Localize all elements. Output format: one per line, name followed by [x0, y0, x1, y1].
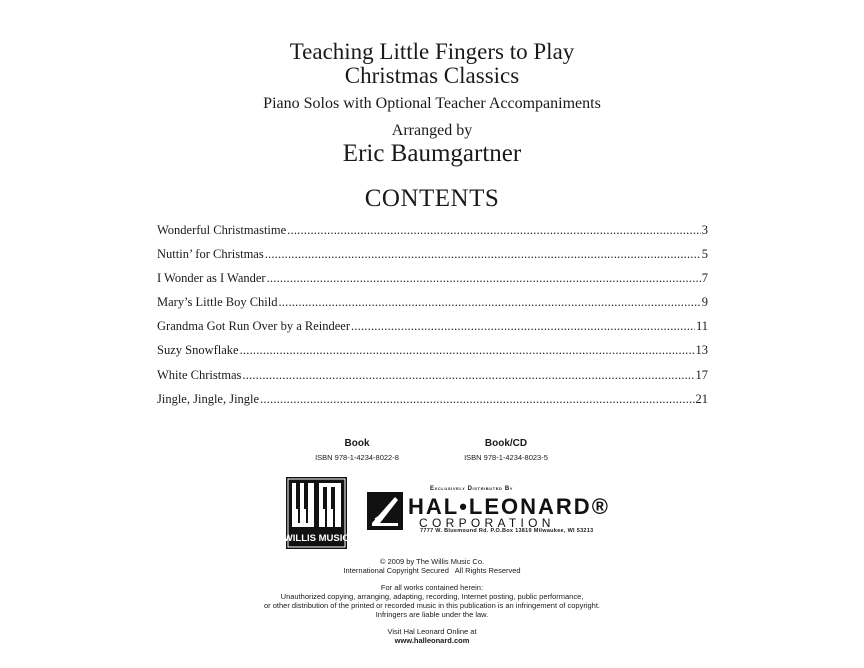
isbn-book-cd-label: Book/CD — [484, 438, 528, 449]
toc-entry-page: 13 — [695, 343, 708, 358]
hal-leonard-address: 7777 W. Bluemound Rd. P.O.Box 13819 Milwaukee, WI 53213 — [420, 528, 594, 534]
toc-entry — [157, 294, 708, 318]
toc-entry-title: I Wonder as I Wander — [157, 271, 266, 286]
dot-leader — [278, 294, 700, 310]
dot-leader — [287, 222, 701, 238]
isbn-book-number: ISBN 978-1-4234-8022-8 — [315, 453, 399, 462]
dot-leader — [265, 246, 701, 262]
book-title-line-1: Teaching Little Fingers to Play — [289, 39, 575, 64]
toc-entry — [157, 222, 708, 246]
toc-entry — [157, 367, 708, 391]
website-url: www.halleonard.com — [394, 636, 470, 645]
legal-notice-line-3: or other distribution of the printed or recorded music in this publication is an infringement of copyright. — [263, 601, 600, 610]
hal-leonard-corporation: CORPORATION — [419, 516, 555, 530]
toc-entry-title: Suzy Snowflake — [157, 343, 239, 358]
toc-entry-title: Mary’s Little Boy Child — [157, 295, 278, 310]
dot-leader — [260, 391, 694, 407]
contents-heading: CONTENTS — [364, 185, 500, 212]
isbn-book-cd — [416, 437, 596, 464]
toc-entry-page: 17 — [695, 367, 708, 382]
toc-entry — [157, 318, 708, 342]
dot-leader — [351, 318, 695, 334]
distributed-by-label: Exclusively Distributed By — [430, 486, 514, 492]
toc-entry-title: Grandma Got Run Over by a Reindeer — [157, 319, 350, 334]
toc-entry — [157, 270, 708, 294]
visit-online-label: Visit Hal Leonard Online at — [387, 627, 477, 636]
toc-entry-page: 21 — [695, 391, 708, 406]
toc-entry-page: 3 — [701, 223, 708, 237]
toc-entry-page: 11 — [695, 319, 708, 334]
hal-leonard-name: HAL•LEONARD® — [408, 494, 610, 519]
willis-music-logo — [286, 477, 347, 549]
legal-notice-line-1: For all works contained herein: — [380, 583, 484, 592]
toc-entry-title: Nuttin’ for Christmas — [157, 247, 264, 262]
toc-entry — [157, 391, 708, 415]
toc-entry-page: 9 — [701, 295, 708, 310]
willis-logo-text: WILLIS MUSIC — [286, 533, 347, 544]
dot-leader — [240, 342, 695, 358]
copyright-secured-line: International Copyright Secured All Rights Reserved — [343, 566, 521, 575]
book-title-line-2: Christmas Classics — [344, 63, 520, 88]
isbn-book-label: Book — [344, 438, 370, 449]
toc-entry-page: 5 — [701, 247, 708, 262]
table-of-contents — [157, 222, 708, 415]
legal-notice-line-4: Infringers are liable under the law. — [375, 610, 489, 619]
book-subtitle: Piano Solos with Optional Teacher Accompaniments — [263, 95, 601, 112]
legal-notice-line-2: Unauthorized copying, arranging, adapting, recording, Internet posting, public performance, — [280, 592, 584, 601]
toc-entry-title: Jingle, Jingle, Jingle — [157, 391, 260, 406]
isbn-book-cd-number: ISBN 978-1-4234-8023-5 — [464, 453, 548, 462]
toc-entry-page: 7 — [701, 271, 708, 286]
toc-entry — [157, 246, 708, 270]
author-name: Eric Baumgartner — [342, 140, 522, 167]
toc-entry — [157, 342, 708, 366]
toc-entry-title: Wonderful Christmastime — [157, 223, 287, 237]
arranged-by-label: Arranged by — [391, 122, 473, 139]
toc-entry-title: White Christmas — [157, 367, 242, 382]
copyright-line: © 2009 by The Willis Music Co. — [379, 557, 485, 566]
dot-leader — [267, 270, 701, 286]
dot-leader — [242, 367, 694, 383]
